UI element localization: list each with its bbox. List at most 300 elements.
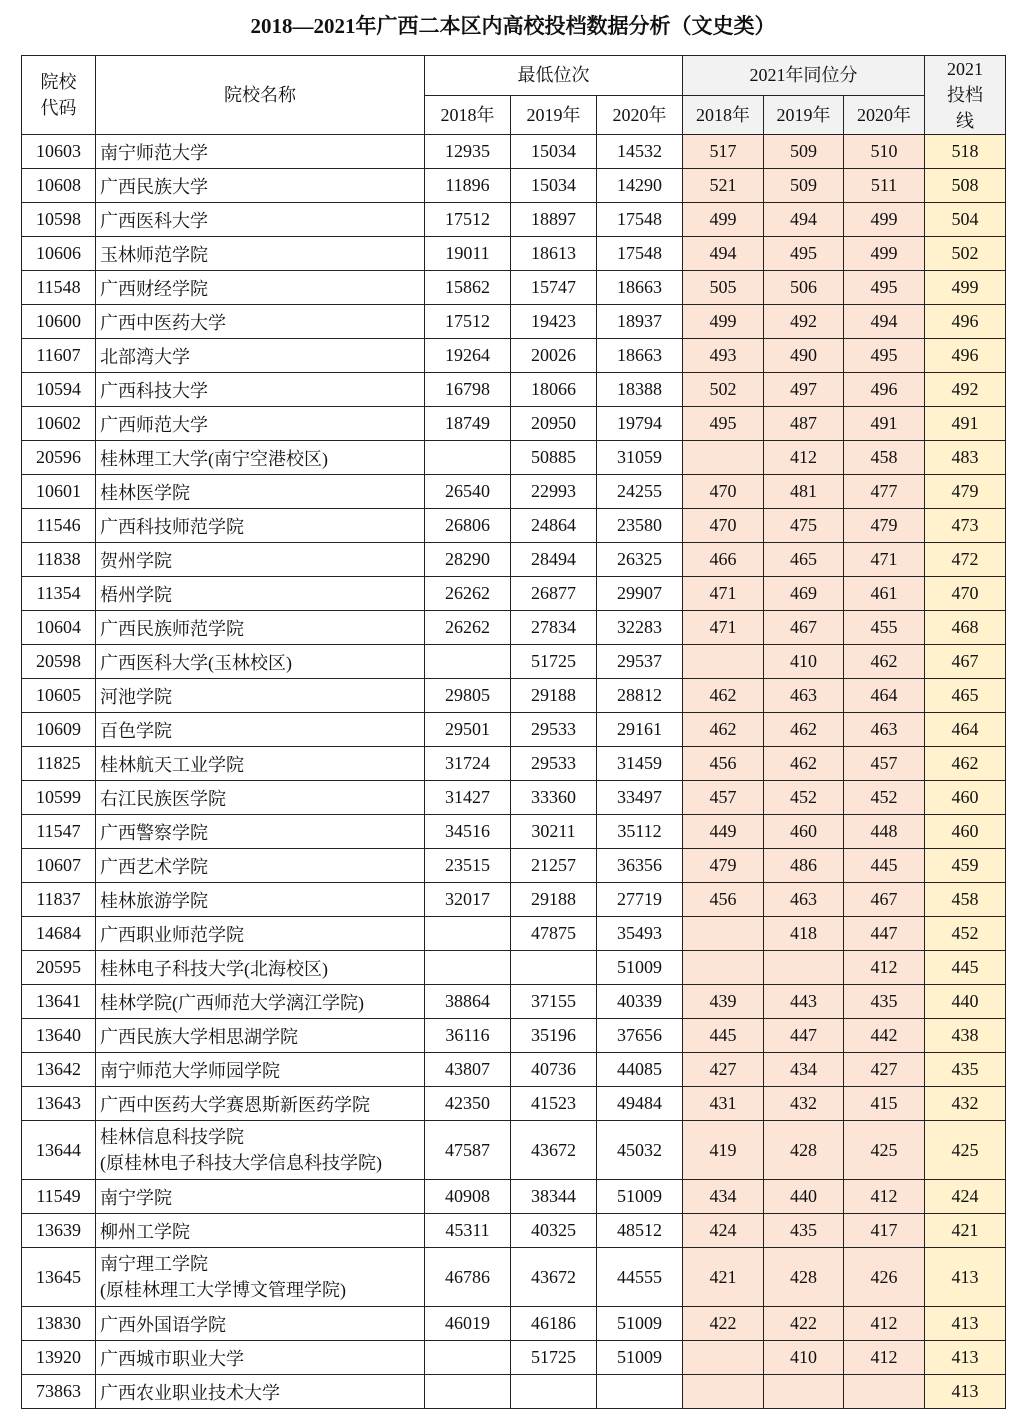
- school-code: 10594: [22, 373, 96, 407]
- admission-line-2021: 499: [925, 271, 1006, 305]
- min-rank-2020: [597, 1375, 683, 1409]
- table-row: [22, 1087, 1006, 1121]
- min-rank-2018: 43807: [425, 1053, 511, 1087]
- min-rank-2020: 51009: [597, 951, 683, 985]
- table-row: [22, 373, 1006, 407]
- header-code: [22, 56, 96, 135]
- equiv-score-2018: 466: [683, 543, 764, 577]
- equiv-score-2019: 469: [764, 577, 844, 611]
- admission-line-2021: 438: [925, 1019, 1006, 1053]
- admission-line-2021: 470: [925, 577, 1006, 611]
- school-code: 13639: [22, 1214, 96, 1248]
- min-rank-2019: 46186: [511, 1307, 597, 1341]
- admission-line-2021: 413: [925, 1248, 1006, 1307]
- header-2021-line-label: 2021投档线: [946, 59, 983, 131]
- school-name-text: 右江民族医学院: [100, 788, 226, 809]
- school-name-text: 广西科技师范学院: [100, 516, 244, 537]
- admission-line-2021: 460: [925, 815, 1006, 849]
- school-name: [96, 1341, 425, 1375]
- equiv-score-2020: 448: [844, 815, 925, 849]
- equiv-score-2018: 495: [683, 407, 764, 441]
- admission-line-2021: 421: [925, 1214, 1006, 1248]
- school-name-text: 玉林师范学院: [100, 244, 208, 265]
- school-name-text: 广西医科大学: [100, 210, 208, 231]
- school-name-text: 桂林学院(广西师范大学漓江学院): [100, 992, 364, 1013]
- school-code: 73863: [22, 1375, 96, 1409]
- school-code: 11838: [22, 543, 96, 577]
- min-rank-2019: 51725: [511, 645, 597, 679]
- admission-line-2021: 473: [925, 509, 1006, 543]
- equiv-score-2018: 449: [683, 815, 764, 849]
- equiv-score-2019: 494: [764, 203, 844, 237]
- equiv-score-2019: 452: [764, 781, 844, 815]
- equiv-score-2018: 499: [683, 305, 764, 339]
- min-rank-2018: 47587: [425, 1121, 511, 1180]
- equiv-score-2018: [683, 1341, 764, 1375]
- equiv-score-2018: 470: [683, 475, 764, 509]
- equiv-score-2019: 506: [764, 271, 844, 305]
- equiv-score-2019: 463: [764, 883, 844, 917]
- school-name-text: 南宁师范大学: [100, 142, 208, 163]
- min-rank-2018: 29501: [425, 713, 511, 747]
- school-code: 10606: [22, 237, 96, 271]
- equiv-score-2019: 465: [764, 543, 844, 577]
- min-rank-2019: 18613: [511, 237, 597, 271]
- min-rank-2020: 18388: [597, 373, 683, 407]
- min-rank-2019: 15034: [511, 169, 597, 203]
- min-rank-2018: 11896: [425, 169, 511, 203]
- equiv-score-2020: 425: [844, 1121, 925, 1180]
- equiv-score-2018: 462: [683, 713, 764, 747]
- school-code: 10600: [22, 305, 96, 339]
- school-name-text: 广西中医药大学: [100, 312, 226, 333]
- min-rank-2018: 19011: [425, 237, 511, 271]
- table-row: [22, 1053, 1006, 1087]
- equiv-score-2020: 417: [844, 1214, 925, 1248]
- admission-line-2021: 425: [925, 1121, 1006, 1180]
- school-code: 10604: [22, 611, 96, 645]
- equiv-score-2019: 462: [764, 747, 844, 781]
- school-name: [96, 543, 425, 577]
- min-rank-2018: 26262: [425, 577, 511, 611]
- school-name: [96, 917, 425, 951]
- school-code: 13642: [22, 1053, 96, 1087]
- equiv-score-2019: 495: [764, 237, 844, 271]
- equiv-score-2020: 511: [844, 169, 925, 203]
- min-rank-2020: 44555: [597, 1248, 683, 1307]
- table-row: [22, 407, 1006, 441]
- equiv-score-2019: 422: [764, 1307, 844, 1341]
- min-rank-2019: 43672: [511, 1248, 597, 1307]
- equiv-score-2018: 471: [683, 611, 764, 645]
- min-rank-2019: 15034: [511, 135, 597, 169]
- school-name-text: 广西民族大学相思湖学院: [100, 1026, 298, 1047]
- min-rank-2020: 31059: [597, 441, 683, 475]
- school-name-text: 广西城市职业大学: [100, 1348, 244, 1369]
- equiv-score-2019: 410: [764, 645, 844, 679]
- min-rank-2019: 47875: [511, 917, 597, 951]
- school-name-text: 南宁学院: [100, 1187, 172, 1208]
- table-row: [22, 271, 1006, 305]
- equiv-score-2019: 467: [764, 611, 844, 645]
- school-name-text: 广西警察学院: [100, 822, 208, 843]
- equiv-score-2020: 445: [844, 849, 925, 883]
- equiv-score-2018: 470: [683, 509, 764, 543]
- school-former-name: (原桂林理工大学博文管理学院): [100, 1280, 346, 1300]
- min-rank-2019: 27834: [511, 611, 597, 645]
- school-code: 20595: [22, 951, 96, 985]
- equiv-score-2018: 479: [683, 849, 764, 883]
- school-name-text: 南宁师范大学师园学院: [100, 1060, 280, 1081]
- equiv-score-2018: 422: [683, 1307, 764, 1341]
- table-row: [22, 577, 1006, 611]
- equiv-score-2018: 419: [683, 1121, 764, 1180]
- school-name-text: 桂林医学院: [100, 482, 190, 503]
- table-row: [22, 1248, 1006, 1307]
- admission-line-2021: 496: [925, 305, 1006, 339]
- school-name: [96, 1019, 425, 1053]
- equiv-score-2019: 434: [764, 1053, 844, 1087]
- equiv-score-2019: 462: [764, 713, 844, 747]
- table-row: [22, 1180, 1006, 1214]
- table-row: [22, 1121, 1006, 1180]
- min-rank-2019: 29188: [511, 679, 597, 713]
- equiv-score-2020: 510: [844, 135, 925, 169]
- school-code: 13643: [22, 1087, 96, 1121]
- admission-line-2021: 496: [925, 339, 1006, 373]
- equiv-score-2019: 440: [764, 1180, 844, 1214]
- equiv-score-2020: 462: [844, 645, 925, 679]
- equiv-score-2019: 435: [764, 1214, 844, 1248]
- school-name: [96, 339, 425, 373]
- school-name: [96, 713, 425, 747]
- equiv-score-2018: 431: [683, 1087, 764, 1121]
- header-rank-2019: 2019年: [511, 95, 597, 135]
- header-score-2018: 2018年: [683, 95, 764, 135]
- min-rank-2019: 15747: [511, 271, 597, 305]
- equiv-score-2018: 421: [683, 1248, 764, 1307]
- min-rank-2019: 40325: [511, 1214, 597, 1248]
- min-rank-2019: 41523: [511, 1087, 597, 1121]
- min-rank-2018: [425, 917, 511, 951]
- min-rank-2019: 35196: [511, 1019, 597, 1053]
- equiv-score-2020: 458: [844, 441, 925, 475]
- min-rank-2019: 40736: [511, 1053, 597, 1087]
- table-row: [22, 781, 1006, 815]
- school-code: 11354: [22, 577, 96, 611]
- equiv-score-2019: 443: [764, 985, 844, 1019]
- school-name: [96, 679, 425, 713]
- school-name-text: 桂林信息科技学院: [100, 1127, 244, 1147]
- admission-line-2021: 508: [925, 169, 1006, 203]
- equiv-score-2018: 445: [683, 1019, 764, 1053]
- min-rank-2018: 45311: [425, 1214, 511, 1248]
- equiv-score-2020: 495: [844, 339, 925, 373]
- equiv-score-2018: [683, 951, 764, 985]
- admission-line-2021: 413: [925, 1307, 1006, 1341]
- min-rank-2019: 43672: [511, 1121, 597, 1180]
- school-name-text: 广西师范大学: [100, 414, 208, 435]
- min-rank-2019: 18897: [511, 203, 597, 237]
- min-rank-2018: 34516: [425, 815, 511, 849]
- admission-line-2021: 492: [925, 373, 1006, 407]
- school-name: [96, 305, 425, 339]
- header-min-rank: 最低位次: [425, 56, 683, 96]
- admission-line-2021: 479: [925, 475, 1006, 509]
- school-name: [96, 849, 425, 883]
- school-former-name: (原桂林电子科技大学信息科技学院): [100, 1153, 382, 1173]
- equiv-score-2020: 412: [844, 1307, 925, 1341]
- header-rank-2020: 2020年: [597, 95, 683, 135]
- school-name: [96, 373, 425, 407]
- admission-line-2021: 462: [925, 747, 1006, 781]
- equiv-score-2018: 462: [683, 679, 764, 713]
- admission-line-2021: 460: [925, 781, 1006, 815]
- equiv-score-2019: [764, 951, 844, 985]
- equiv-score-2019: 460: [764, 815, 844, 849]
- school-name-text: 柳州工学院: [100, 1221, 190, 1242]
- table-row: [22, 169, 1006, 203]
- school-name-text: 广西科技大学: [100, 380, 208, 401]
- header-code-label: 院校代码: [40, 72, 77, 118]
- min-rank-2018: 12935: [425, 135, 511, 169]
- school-name: [96, 611, 425, 645]
- table-row: [22, 305, 1006, 339]
- equiv-score-2018: 493: [683, 339, 764, 373]
- school-name-text: 广西职业师范学院: [100, 924, 244, 945]
- min-rank-2020: 28812: [597, 679, 683, 713]
- min-rank-2018: 46019: [425, 1307, 511, 1341]
- school-name: [96, 203, 425, 237]
- school-code: 11547: [22, 815, 96, 849]
- admission-line-2021: 468: [925, 611, 1006, 645]
- school-name: [96, 509, 425, 543]
- equiv-score-2019: 509: [764, 135, 844, 169]
- min-rank-2019: 29188: [511, 883, 597, 917]
- school-name: [96, 883, 425, 917]
- school-name: [96, 747, 425, 781]
- table-row: [22, 1019, 1006, 1053]
- equiv-score-2020: 499: [844, 237, 925, 271]
- school-code: 11546: [22, 509, 96, 543]
- school-code: 10608: [22, 169, 96, 203]
- table-row: [22, 883, 1006, 917]
- header-rank-2018: 2018年: [425, 95, 511, 135]
- equiv-score-2018: 456: [683, 883, 764, 917]
- admission-line-2021: 413: [925, 1375, 1006, 1409]
- equiv-score-2019: 497: [764, 373, 844, 407]
- table-row: [22, 747, 1006, 781]
- school-name-text: 桂林理工大学(南宁空港校区): [100, 448, 328, 469]
- equiv-score-2018: [683, 917, 764, 951]
- min-rank-2020: 35493: [597, 917, 683, 951]
- equiv-score-2020: 464: [844, 679, 925, 713]
- school-name: [96, 169, 425, 203]
- table-row: [22, 1214, 1006, 1248]
- min-rank-2018: 28290: [425, 543, 511, 577]
- school-name: [96, 645, 425, 679]
- equiv-score-2019: 463: [764, 679, 844, 713]
- admission-line-2021: 502: [925, 237, 1006, 271]
- equiv-score-2019: 487: [764, 407, 844, 441]
- equiv-score-2019: 475: [764, 509, 844, 543]
- admission-line-2021: 458: [925, 883, 1006, 917]
- equiv-score-2020: 496: [844, 373, 925, 407]
- min-rank-2020: 31459: [597, 747, 683, 781]
- equiv-score-2020: 427: [844, 1053, 925, 1087]
- school-code: 13645: [22, 1248, 96, 1307]
- min-rank-2019: 28494: [511, 543, 597, 577]
- equiv-score-2020: 412: [844, 1341, 925, 1375]
- equiv-score-2018: 456: [683, 747, 764, 781]
- table-row: [22, 815, 1006, 849]
- school-name: [96, 237, 425, 271]
- admission-line-2021: 445: [925, 951, 1006, 985]
- school-name-text: 桂林航天工业学院: [100, 754, 244, 775]
- school-name: [96, 815, 425, 849]
- school-code: 20596: [22, 441, 96, 475]
- header-equiv-score: 2021年同位分: [683, 56, 925, 96]
- min-rank-2020: 37656: [597, 1019, 683, 1053]
- admission-data-table: [21, 55, 1006, 1409]
- school-code: 14684: [22, 917, 96, 951]
- admission-line-2021: 518: [925, 135, 1006, 169]
- min-rank-2018: 31427: [425, 781, 511, 815]
- min-rank-2020: 29161: [597, 713, 683, 747]
- min-rank-2018: [425, 1375, 511, 1409]
- equiv-score-2020: 495: [844, 271, 925, 305]
- school-name: [96, 1214, 425, 1248]
- min-rank-2020: 17548: [597, 203, 683, 237]
- equiv-score-2019: 481: [764, 475, 844, 509]
- admission-line-2021: 424: [925, 1180, 1006, 1214]
- school-code: 10609: [22, 713, 96, 747]
- equiv-score-2020: 435: [844, 985, 925, 1019]
- school-code: 13920: [22, 1341, 96, 1375]
- equiv-score-2020: 457: [844, 747, 925, 781]
- equiv-score-2019: 428: [764, 1121, 844, 1180]
- min-rank-2020: 18663: [597, 339, 683, 373]
- min-rank-2019: 26877: [511, 577, 597, 611]
- min-rank-2019: 21257: [511, 849, 597, 883]
- school-name-text: 广西民族师范学院: [100, 618, 244, 639]
- school-name-text: 梧州学院: [100, 584, 172, 605]
- min-rank-2020: 51009: [597, 1307, 683, 1341]
- admission-line-2021: 504: [925, 203, 1006, 237]
- equiv-score-2018: 439: [683, 985, 764, 1019]
- equiv-score-2018: 424: [683, 1214, 764, 1248]
- min-rank-2020: 19794: [597, 407, 683, 441]
- min-rank-2019: 51725: [511, 1341, 597, 1375]
- equiv-score-2020: 412: [844, 1180, 925, 1214]
- equiv-score-2020: 447: [844, 917, 925, 951]
- school-code: 11549: [22, 1180, 96, 1214]
- equiv-score-2020: 442: [844, 1019, 925, 1053]
- min-rank-2020: 24255: [597, 475, 683, 509]
- school-code: 11837: [22, 883, 96, 917]
- school-name: [96, 407, 425, 441]
- min-rank-2020: 49484: [597, 1087, 683, 1121]
- min-rank-2020: 45032: [597, 1121, 683, 1180]
- school-name-text: 桂林电子科技大学(北海校区): [100, 958, 328, 979]
- school-code: 10599: [22, 781, 96, 815]
- equiv-score-2020: 494: [844, 305, 925, 339]
- min-rank-2020: 26325: [597, 543, 683, 577]
- school-code: 10603: [22, 135, 96, 169]
- admission-line-2021: 491: [925, 407, 1006, 441]
- equiv-score-2020: 499: [844, 203, 925, 237]
- admission-line-2021: 483: [925, 441, 1006, 475]
- min-rank-2018: 19264: [425, 339, 511, 373]
- equiv-score-2018: 517: [683, 135, 764, 169]
- table-row: [22, 645, 1006, 679]
- table-row: [22, 441, 1006, 475]
- equiv-score-2020: 479: [844, 509, 925, 543]
- min-rank-2018: 29805: [425, 679, 511, 713]
- school-name: [96, 135, 425, 169]
- school-name: [96, 1053, 425, 1087]
- min-rank-2018: 46786: [425, 1248, 511, 1307]
- equiv-score-2018: 499: [683, 203, 764, 237]
- table-row: [22, 1375, 1006, 1409]
- school-name: [96, 1307, 425, 1341]
- school-code: 10605: [22, 679, 96, 713]
- equiv-score-2019: 432: [764, 1087, 844, 1121]
- min-rank-2019: 20026: [511, 339, 597, 373]
- school-name: [96, 1087, 425, 1121]
- min-rank-2020: 18937: [597, 305, 683, 339]
- equiv-score-2018: [683, 1375, 764, 1409]
- admission-line-2021: 452: [925, 917, 1006, 951]
- school-name-text: 广西医科大学(玉林校区): [100, 652, 292, 673]
- equiv-score-2019: 428: [764, 1248, 844, 1307]
- admission-line-2021: 432: [925, 1087, 1006, 1121]
- min-rank-2019: 22993: [511, 475, 597, 509]
- min-rank-2018: 17512: [425, 203, 511, 237]
- min-rank-2020: 14532: [597, 135, 683, 169]
- min-rank-2018: 15862: [425, 271, 511, 305]
- admission-line-2021: 464: [925, 713, 1006, 747]
- school-name: [96, 1180, 425, 1214]
- min-rank-2018: 26540: [425, 475, 511, 509]
- school-name: [96, 985, 425, 1019]
- equiv-score-2020: 477: [844, 475, 925, 509]
- school-name: [96, 271, 425, 305]
- min-rank-2020: 35112: [597, 815, 683, 849]
- min-rank-2019: 20950: [511, 407, 597, 441]
- admission-line-2021: 435: [925, 1053, 1006, 1087]
- min-rank-2018: 40908: [425, 1180, 511, 1214]
- equiv-score-2018: 457: [683, 781, 764, 815]
- min-rank-2019: 30211: [511, 815, 597, 849]
- equiv-score-2018: 521: [683, 169, 764, 203]
- school-code: 10607: [22, 849, 96, 883]
- table-row: [22, 951, 1006, 985]
- min-rank-2019: 18066: [511, 373, 597, 407]
- school-name-text: 南宁理工学院: [100, 1254, 208, 1274]
- min-rank-2020: 14290: [597, 169, 683, 203]
- table-row: [22, 135, 1006, 169]
- school-name-text: 广西农业职业技术大学: [100, 1382, 280, 1403]
- page-title: 2018—2021年广西二本区内高校投档数据分析（文史类）: [250, 14, 776, 38]
- min-rank-2018: 18749: [425, 407, 511, 441]
- min-rank-2020: 33497: [597, 781, 683, 815]
- table-row: [22, 679, 1006, 713]
- min-rank-2018: [425, 441, 511, 475]
- min-rank-2019: [511, 1375, 597, 1409]
- equiv-score-2019: 447: [764, 1019, 844, 1053]
- min-rank-2019: 38344: [511, 1180, 597, 1214]
